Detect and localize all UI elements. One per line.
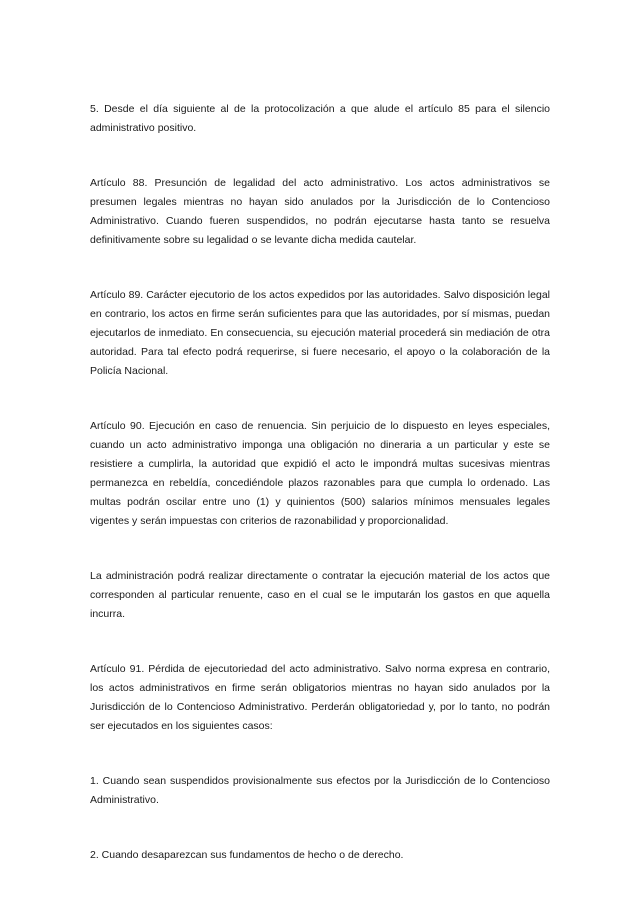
paragraph-case-1: 1. Cuando sean suspendidos provisionalmente sus efectos por la Jurisdicción de lo Contencioso Administrativo. <box>90 775 550 806</box>
paragraph-article-89: Artículo 89. Carácter ejecutorio de los actos expedidos por las autoridades. Salvo disposición legal en contrario, los actos en firme serán suficientes para que las autoridades, por sí mismas, puedan ejecutarlos de inmediato. En consecuencia, su ejecución material procederá sin mediación de otra autoridad. Para tal efecto podrá requerirse, si fuere necesario, el apoyo o la colaboración de la Policía Nacional. <box>90 289 550 377</box>
document-body <box>90 100 550 865</box>
paragraph-article-91: Artículo 91. Pérdida de ejecutoriedad del acto administrativo. Salvo norma expresa en contrario, los actos administrativos en firme serán obligatorios mientras no hayan sido anulados por la Jurisdicción de lo Contencioso Administrativo. Perderán obligatoriedad y, por lo tanto, no podrán ser ejecutados en los siguientes casos: <box>90 663 550 732</box>
paragraph-case-2: 2. Cuando desaparezcan sus fundamentos de hecho o de derecho. <box>90 849 404 861</box>
paragraph-item-5: 5. Desde el día siguiente al de la protocolización a que alude el artículo 85 para el silencio administrativo positivo. <box>90 103 550 134</box>
paragraph-article-90: Artículo 90. Ejecución en caso de renuencia. Sin perjuicio de lo dispuesto en leyes especiales, cuando un acto administrativo imponga una obligación no dineraria a un particular y este se resistiere a cumplirla, la autoridad que expidió el acto le impondrá multas sucesivas mientras permanezca en rebeldía, concediéndole plazos razonables para que cumpla lo ordenado. Las multas podrán oscilar entre uno (1) y quinientos (500) salarios mínimos mensuales legales vigentes y serán impuestas con criterios de razonabilidad y proporcionalidad. <box>90 420 550 527</box>
paragraph-article-88: Artículo 88. Presunción de legalidad del acto administrativo. Los actos administrativos se presumen legales mientras no hayan sido anulados por la Jurisdicción de lo Contencioso Administrativo. Cuando fueren suspendidos, no podrán ejecutarse hasta tanto se resuelva definitivamente sobre su legalidad o se levante dicha medida cautelar. <box>90 177 550 246</box>
paragraph-administration: La administración podrá realizar directamente o contratar la ejecución material de los actos que corresponden al particular renuente, caso en el cual se le imputarán los gastos en que aquella incurra. <box>90 570 550 620</box>
